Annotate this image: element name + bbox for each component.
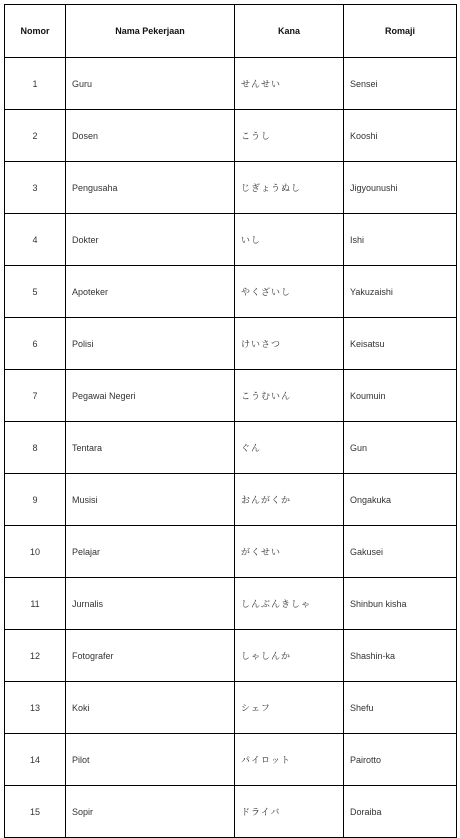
cell-nama-pekerjaan: Pilot [66,734,235,786]
cell-romaji: Jigyounushi [344,162,457,214]
cell-kana: しゃしんか [235,630,344,682]
cell-nomor: 7 [5,370,66,422]
cell-kana: ドライバ [235,786,344,838]
cell-nomor: 9 [5,474,66,526]
cell-kana: しんぶんきしゃ [235,578,344,630]
header-row [5,5,457,58]
cell-nama-pekerjaan: Jurnalis [66,578,235,630]
cell-nama-pekerjaan: Dokter [66,214,235,266]
cell-kana: おんがくか [235,474,344,526]
table-row [5,422,457,474]
cell-kana: こうむいん [235,370,344,422]
cell-kana: いし [235,214,344,266]
cell-nama-pekerjaan: Sopir [66,786,235,838]
cell-nama-pekerjaan: Polisi [66,318,235,370]
cell-romaji: Shashin-ka [344,630,457,682]
cell-romaji: Shinbun kisha [344,578,457,630]
cell-kana: せんせい [235,58,344,110]
cell-romaji: Yakuzaishi [344,266,457,318]
cell-romaji: Ishi [344,214,457,266]
cell-nama-pekerjaan: Tentara [66,422,235,474]
cell-kana: やくざいし [235,266,344,318]
cell-romaji: Keisatsu [344,318,457,370]
cell-nama-pekerjaan: Koki [66,682,235,734]
cell-romaji: Shefu [344,682,457,734]
cell-nomor: 13 [5,682,66,734]
cell-romaji: Gakusei [344,526,457,578]
cell-romaji: Doraiba [344,786,457,838]
table-row [5,110,457,162]
table-row [5,526,457,578]
table-row [5,162,457,214]
cell-kana: シェフ [235,682,344,734]
cell-romaji: Koumuin [344,370,457,422]
cell-kana: パイロット [235,734,344,786]
table-row [5,734,457,786]
cell-romaji: Kooshi [344,110,457,162]
cell-nomor: 12 [5,630,66,682]
cell-nama-pekerjaan: Pelajar [66,526,235,578]
cell-kana: じぎょうぬし [235,162,344,214]
cell-nomor: 11 [5,578,66,630]
cell-romaji: Ongakuka [344,474,457,526]
cell-kana: けいさつ [235,318,344,370]
header-nama-pekerjaan: Nama Pekerjaan [66,5,235,58]
cell-nama-pekerjaan: Fotografer [66,630,235,682]
table-row [5,578,457,630]
cell-nama-pekerjaan: Apoteker [66,266,235,318]
cell-kana: がくせい [235,526,344,578]
table-body [5,58,457,838]
table-row [5,682,457,734]
cell-nama-pekerjaan: Guru [66,58,235,110]
cell-nomor: 2 [5,110,66,162]
table-row [5,474,457,526]
table-row [5,58,457,110]
table-row [5,266,457,318]
table-row [5,370,457,422]
cell-nomor: 8 [5,422,66,474]
cell-nama-pekerjaan: Pegawai Negeri [66,370,235,422]
table-row [5,786,457,838]
cell-nomor: 4 [5,214,66,266]
cell-nomor: 5 [5,266,66,318]
cell-kana: こうし [235,110,344,162]
table-header [5,5,457,58]
cell-kana: ぐん [235,422,344,474]
cell-romaji: Pairotto [344,734,457,786]
cell-nomor: 6 [5,318,66,370]
table-row [5,318,457,370]
cell-nomor: 14 [5,734,66,786]
cell-nama-pekerjaan: Dosen [66,110,235,162]
cell-nama-pekerjaan: Musisi [66,474,235,526]
cell-nama-pekerjaan: Pengusaha [66,162,235,214]
cell-nomor: 1 [5,58,66,110]
cell-romaji: Gun [344,422,457,474]
header-kana: Kana [235,5,344,58]
table-row [5,214,457,266]
cell-nomor: 15 [5,786,66,838]
job-vocabulary-table [4,4,457,838]
table-row [5,630,457,682]
header-romaji: Romaji [344,5,457,58]
header-nomor: Nomor [5,5,66,58]
cell-romaji: Sensei [344,58,457,110]
cell-nomor: 10 [5,526,66,578]
cell-nomor: 3 [5,162,66,214]
